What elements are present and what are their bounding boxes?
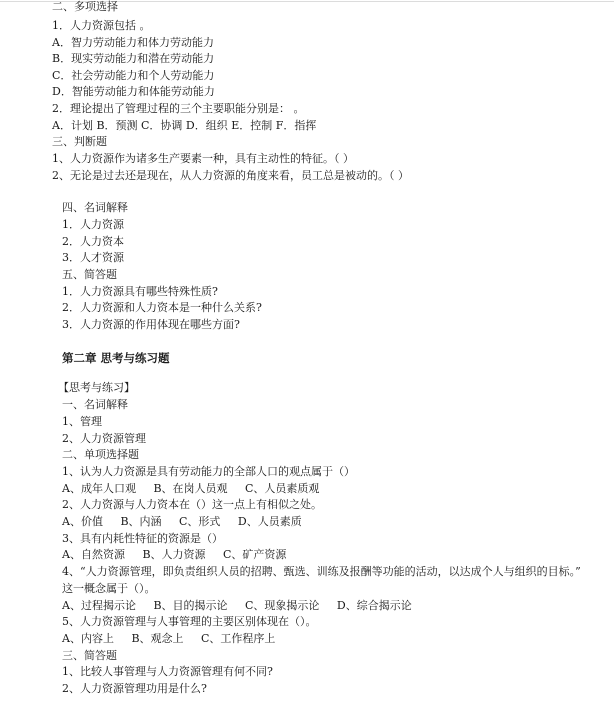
option: A、价值 B、内涵 C、形式 D、人员素质 — [62, 515, 302, 528]
option: A、内容上 B、观念上 C、工作程序上 — [62, 632, 276, 645]
question: 1．人力资源包括 。 — [52, 19, 151, 32]
question: 2、无论是过去还是现在，从人力资源的角度来看，员工总是被动的。（ ） — [52, 169, 409, 182]
question: 2、人力资源管理功用是什么? — [62, 682, 207, 695]
option: A．智力劳动能力和体力劳动能力 — [52, 36, 214, 49]
question: 2．人力资源和人力资本是一种什么关系? — [62, 301, 262, 314]
question: 这一概念属于（）。 — [62, 582, 156, 595]
option: D．智能劳动能力和体能劳动能力 — [52, 85, 215, 98]
section-heading: 【思考与练习】 — [58, 381, 135, 394]
question: 1、比较人事管理与人力资源管理有何不同? — [62, 665, 273, 678]
chapter-title: 第二章 思考与练习题 — [62, 351, 170, 365]
question: 1．人力资源具有哪些特殊性质? — [62, 285, 218, 298]
question: 2．理论提出了管理过程的三个主要职能分别是： 。 — [52, 102, 305, 115]
question: 4、“人力资源管理，即负责组织人员的招聘、甄选、训练及报酬等功能的活动，以达成个人与组织的目标。” — [62, 565, 581, 578]
option: A、成年人口观 B、在岗人员观 C、人员素质观 — [62, 482, 320, 495]
section-heading: 三、判断题 — [52, 135, 107, 148]
question: 3、具有内耗性特征的资源是（） — [62, 532, 223, 545]
option: C．社会劳动能力和个人劳动能力 — [52, 69, 215, 82]
section-heading: 二、多项选择 — [52, 0, 118, 13]
term-item: 2．人力资本 — [62, 235, 124, 248]
question: 1、认为人力资源是具有劳动能力的全部人口的观点属于（） — [62, 465, 355, 478]
term-item: 2、人力资源管理 — [62, 432, 146, 445]
question: 5、人力资源管理与人事管理的主要区别体现在（）。 — [62, 615, 317, 628]
section-heading: 三、简答题 — [62, 649, 117, 662]
term-item: 1．人力资源 — [62, 218, 124, 231]
question: 1、人力资源作为诸多生产要素一种，具有主动性的特征。（ ） — [52, 152, 354, 165]
section-heading: 五、简答题 — [62, 268, 117, 281]
section-heading: 一、名词解释 — [62, 398, 128, 411]
option: A．计划 B．预测 C．协调 D．组织 E．控制 F．指挥 — [52, 119, 317, 132]
term-item: 1、管理 — [62, 415, 102, 428]
option: A、自然资源 B、人力资源 C、矿产资源 — [62, 548, 287, 561]
term-item: 3．人才资源 — [62, 251, 124, 264]
question: 2、人力资源与人力资本在（）这一点上有相似之处。 — [62, 498, 322, 511]
section-heading: 四、名词解释 — [62, 201, 128, 214]
option: A、过程揭示论 B、目的揭示论 C、现象揭示论 D、综合揭示论 — [62, 599, 412, 612]
question: 3．人力资源的作用体现在哪些方面? — [62, 318, 240, 331]
section-heading: 二、单项选择题 — [62, 448, 139, 461]
option: B．现实劳动能力和潜在劳动能力 — [52, 52, 215, 65]
